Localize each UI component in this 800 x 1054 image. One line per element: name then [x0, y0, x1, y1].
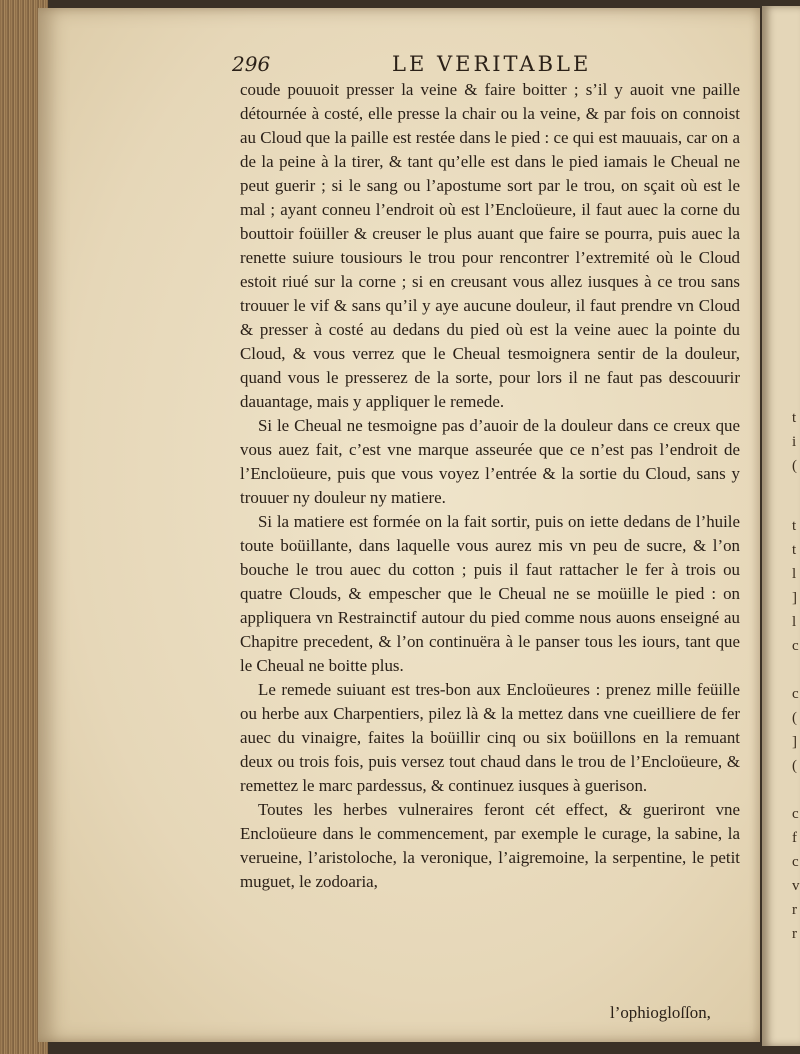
paragraph: Si la matiere est formée on la fait sortir, puis on iette dedans de l’huile toute boüillante, dans laquelle vous aurez mis vn peu de sucre, & l’on bouche le trou auec du cotton ; puis il faut rattacher le fer à trois ou quatre Clouds, & empescher que le Cheual ne se moüille le pied : on appliquera vn Restrainctif autour du pied comme nous auons enseigné au Chapitre precedent, & l’on continuëra à le panser tous les iours, tant que le Cheual ne boitte plus.	[240, 512, 740, 675]
paragraph: coude pouuoit presser la veine & faire boitter ; s’il y auoit vne paille détournée à costé, elle presse la chair ou la veine, & par fois on connoist au Cloud que la paille est restée dans le pied : ce qui est mauuais, car on a de la peine à la tirer, & tant qu’elle est dans le pied iamais le Cheual ne peut guerir ; si le sang ou l’apostume sort par le trou, on sçait où est le mal ; ayant conneu l’endroit où est l’Encloüeure, il faut auec la corne du bouttoir foüiller & creuser le plus auant que faire se pourra, puis auec la renette suiure tousiours le trou pour rencontrer l’extremité où le Cloud estoit riué sur la corne ; si en creusant vous allez iusques à ce trou sans trouuer le vif & sans qu’il y aye aucune douleur, il faut prendre vn Cloud & presser à costé au dedans du pied où est la veine auec la pointe du Cloud, & vous verrez que le Cheual tesmoignera sentir de la douleur, quand vous le presserez de la sorte, pour lors il ne faut pas descouurir dauantage, mais y appliquer le remede.	[240, 80, 740, 411]
paragraph: Le remede suiuant est tres-bon aux Encloüeures : prenez mille feüille ou herbe aux Charpentiers, pilez là & la mettez dans vne cueilliere de fer auec du vinaigre, faites la boüillir cinq ou six boüillons en la remuant deux ou trois fois, puis versez tout chaud dans le trou de l’Encloüeure, & remettez le marc pardessus, & continuez iusques à guerison.	[240, 680, 740, 795]
facing-page-fragment: ]	[792, 734, 797, 750]
paragraph: Si le Cheual ne tesmoigne pas d’auoir de la douleur dans ce creux que vous auez fait, c’est vne marque asseurée que ce n’est pas l’endroit de l’Encloüeure, puis que vous voyez l’entrée & la sortie du Cloud, sans y trouuer ny douleur ny matiere.	[240, 416, 740, 507]
paragraph: Toutes les herbes vulneraires feront cét effect, & gueriront vne Encloüeure dans le commencement, par exemple le curage, la sabine, la verueine, l’aristoloche, la veronique, l’aigremoine, la serpentine, le petit muguet, le zodoaria,	[240, 800, 740, 891]
facing-page-fragment: r	[792, 926, 797, 942]
facing-page-fragment: r	[792, 902, 797, 918]
facing-page-fragment: (	[792, 758, 797, 774]
facing-page-fragment: c	[792, 686, 799, 702]
facing-page-fragment: (	[792, 710, 797, 726]
facing-page-fragment: c	[792, 806, 799, 822]
facing-page-edge	[762, 6, 800, 1046]
facing-page-fragment: f	[792, 830, 797, 846]
body-text	[240, 78, 740, 894]
facing-page-fragment: c	[792, 854, 799, 870]
facing-page-fragment: v	[792, 878, 800, 894]
facing-page-fragment: t	[792, 410, 797, 426]
page-number: 296	[232, 52, 271, 76]
facing-page-fragment: ]	[792, 590, 797, 606]
facing-page-fragment: t	[792, 542, 797, 558]
facing-page-fragment: (	[792, 458, 797, 474]
facing-page-fragment: l	[792, 566, 797, 582]
catchword: l’ophiogloſſon,	[610, 1003, 711, 1022]
facing-page-fragment: t	[792, 518, 797, 534]
facing-page-fragment: c	[792, 638, 799, 654]
page-header	[232, 52, 612, 78]
facing-page-fragment: i	[792, 434, 797, 450]
facing-page-fragment: l	[792, 614, 797, 630]
running-head: LE VERITABLE	[392, 52, 592, 76]
